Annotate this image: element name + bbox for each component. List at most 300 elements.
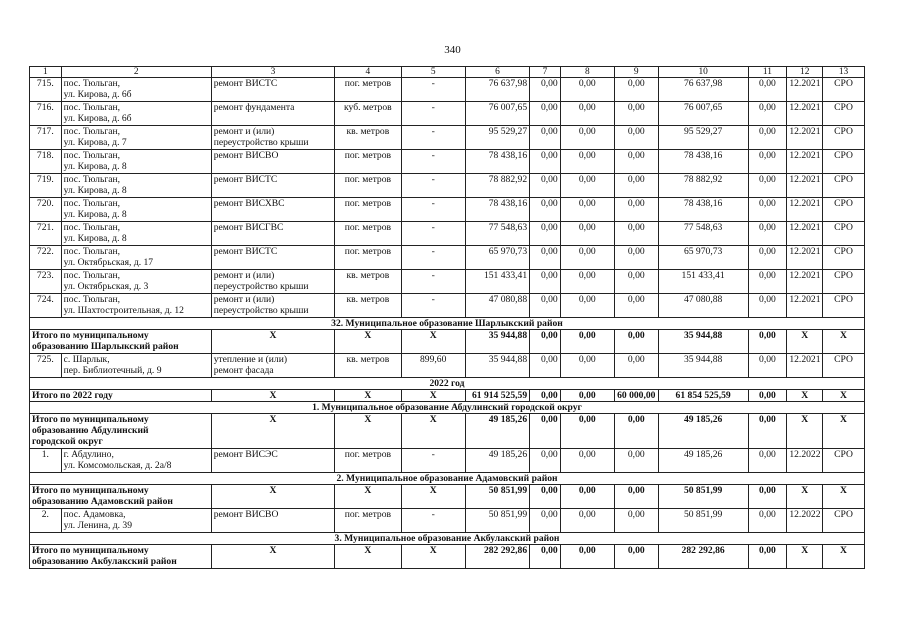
subtotal-local: 0,00 [614, 485, 658, 509]
subtotal-row [30, 414, 865, 449]
work-type-cell [211, 222, 335, 246]
local-budget-cell: 0,00 [614, 270, 658, 294]
address-cell-line-2: ул. Кирова, д. 8 [63, 233, 127, 244]
other-funds-cell: 0,00 [748, 449, 787, 473]
method-cell: СРО [823, 270, 865, 294]
method-cell: СРО [823, 102, 865, 126]
owners-funds-cell: 76 007,65 [658, 102, 748, 126]
x-mark: X [787, 330, 823, 354]
regional-budget-cell: 0,00 [560, 509, 614, 533]
work-type-cell [211, 270, 335, 294]
row-number: 1. [30, 449, 62, 473]
fund-cell: 0,00 [530, 198, 561, 222]
address-cell-line-1: пос. Тюльган, [63, 270, 121, 281]
address-cell [61, 449, 211, 473]
x-mark: X [823, 330, 865, 354]
subtotal-other: 0,00 [748, 390, 787, 402]
total-cost-cell: 78 882,92 [465, 174, 529, 198]
fund-cell: 0,00 [530, 150, 561, 174]
completion-date-cell: 12.2021 [787, 150, 823, 174]
section-heading: 2. Муниципальное образование Адамовский район [30, 473, 865, 485]
section-heading: 3. Муниципальное образование Акбулакский район [30, 533, 865, 545]
work-type-cell [211, 102, 335, 126]
address-cell-line-2: ул. Октябрьская, д. 3 [63, 281, 149, 292]
owners-funds-cell: 76 637,98 [658, 78, 748, 102]
other-funds-cell: 0,00 [748, 246, 787, 270]
fund-cell: 0,00 [530, 246, 561, 270]
regional-budget-cell: 0,00 [560, 174, 614, 198]
fund-cell: 0,00 [530, 126, 561, 150]
table-body [30, 67, 865, 569]
method-cell: СРО [823, 294, 865, 318]
table-row [30, 78, 865, 102]
work-type-cell-line-1: ремонт ВИСВО [213, 150, 279, 161]
address-cell-line-2: ул. Комсомольская, д. 2а/8 [63, 460, 172, 471]
regional-budget-cell: 0,00 [560, 126, 614, 150]
unit-cell: пог. метров [335, 449, 401, 473]
section-heading-row [30, 402, 865, 414]
method-cell: СРО [823, 509, 865, 533]
other-funds-cell: 0,00 [748, 174, 787, 198]
work-type-cell-line-1: ремонт ВИСЭС [213, 449, 278, 460]
column-number: 12 [787, 67, 823, 78]
work-type-cell-line-1: ремонт и (или) [213, 294, 275, 305]
quantity-cell: - [401, 174, 465, 198]
fund-cell: 0,00 [530, 294, 561, 318]
address-cell [61, 509, 211, 533]
owners-funds-cell: 47 080,88 [658, 294, 748, 318]
subtotal-other: 0,00 [748, 545, 787, 569]
other-funds-cell: 0,00 [748, 509, 787, 533]
address-cell-line-2: ул. Ленина, д. 39 [63, 520, 133, 531]
x-mark: X [401, 545, 465, 569]
subtotal-label [30, 414, 212, 449]
total-cost-cell: 65 970,73 [465, 246, 529, 270]
total-cost-cell: 76 007,65 [465, 102, 529, 126]
subtotal-cost: 61 914 525,59 [465, 390, 529, 402]
owners-funds-cell: 65 970,73 [658, 246, 748, 270]
table-row [30, 198, 865, 222]
subtotal-regional: 0,00 [560, 330, 614, 354]
subtotal-fund: 0,00 [530, 545, 561, 569]
table-row [30, 270, 865, 294]
method-cell: СРО [823, 150, 865, 174]
work-type-cell-line-1: ремонт ВИСХВС [213, 198, 285, 209]
row-number: 723. [30, 270, 62, 294]
other-funds-cell: 0,00 [748, 78, 787, 102]
table-row [30, 354, 865, 378]
subtotal-label-line-1: Итого по муниципальному [32, 414, 149, 425]
quantity-cell: - [401, 150, 465, 174]
column-number: 9 [614, 67, 658, 78]
quantity-cell: - [401, 102, 465, 126]
owners-funds-cell: 50 851,99 [658, 509, 748, 533]
subtotal-fund: 0,00 [530, 390, 561, 402]
subtotal-cost: 282 292,86 [465, 545, 529, 569]
owners-funds-cell: 95 529,27 [658, 126, 748, 150]
table-row [30, 246, 865, 270]
subtotal-label-line-1: Итого по муниципальному [32, 545, 149, 556]
x-mark: X [401, 330, 465, 354]
local-budget-cell: 0,00 [614, 174, 658, 198]
section-heading-row [30, 533, 865, 545]
regional-budget-cell: 0,00 [560, 78, 614, 102]
work-type-cell-line-2: переустройство крыши [213, 305, 309, 316]
subtotal-label-line-2: образованию Акбулакский район [32, 556, 177, 567]
subtotal-row [30, 545, 865, 569]
regional-budget-cell: 0,00 [560, 246, 614, 270]
subtotal-fund: 0,00 [530, 414, 561, 449]
table-row [30, 509, 865, 533]
total-cost-cell: 47 080,88 [465, 294, 529, 318]
method-cell: СРО [823, 126, 865, 150]
quantity-cell: - [401, 449, 465, 473]
subtotal-row [30, 485, 865, 509]
column-number: 5 [401, 67, 465, 78]
address-cell-line-1: пос. Тюльган, [63, 174, 121, 185]
row-number: 720. [30, 198, 62, 222]
section-heading: 32. Муниципальное образование Шарлыкский район [30, 318, 865, 330]
x-mark: X [335, 330, 401, 354]
completion-date-cell: 12.2021 [787, 246, 823, 270]
subtotal-owners: 49 185,26 [658, 414, 748, 449]
section-heading-row [30, 473, 865, 485]
x-mark: X [401, 485, 465, 509]
owners-funds-cell: 151 433,41 [658, 270, 748, 294]
completion-date-cell: 12.2021 [787, 174, 823, 198]
work-type-cell [211, 246, 335, 270]
regional-budget-cell: 0,00 [560, 270, 614, 294]
x-mark: X [335, 545, 401, 569]
address-cell-line-1: с. Шарлык, [63, 354, 110, 365]
local-budget-cell: 0,00 [614, 150, 658, 174]
subtotal-cost: 35 944,88 [465, 330, 529, 354]
regional-budget-cell: 0,00 [560, 354, 614, 378]
owners-funds-cell: 35 944,88 [658, 354, 748, 378]
owners-funds-cell: 78 438,16 [658, 198, 748, 222]
address-cell-line-2: ул. Кирова, д. 8 [63, 209, 127, 220]
subtotal-owners: 35 944,88 [658, 330, 748, 354]
owners-funds-cell: 49 185,26 [658, 449, 748, 473]
subtotal-label-line-2: образованию Абдулинский [32, 425, 149, 436]
regional-budget-cell: 0,00 [560, 102, 614, 126]
quantity-cell: - [401, 198, 465, 222]
quantity-cell: - [401, 294, 465, 318]
x-mark: X [823, 414, 865, 449]
owners-funds-cell: 78 438,16 [658, 150, 748, 174]
total-cost-cell: 78 438,16 [465, 198, 529, 222]
x-mark: X [335, 414, 401, 449]
address-cell [61, 270, 211, 294]
other-funds-cell: 0,00 [748, 198, 787, 222]
local-budget-cell: 0,00 [614, 222, 658, 246]
other-funds-cell: 0,00 [748, 102, 787, 126]
address-cell-line-1: пос. Тюльган, [63, 102, 121, 113]
address-cell-line-2: ул. Кирова, д. 6б [63, 113, 132, 124]
unit-cell: куб. метров [335, 102, 401, 126]
completion-date-cell: 12.2021 [787, 354, 823, 378]
regional-budget-cell: 0,00 [560, 449, 614, 473]
method-cell: СРО [823, 174, 865, 198]
subtotal-label-line-2: образованию Шарлыкский район [32, 341, 179, 352]
subtotal-other: 0,00 [748, 485, 787, 509]
total-cost-cell: 77 548,63 [465, 222, 529, 246]
total-cost-cell: 76 637,98 [465, 78, 529, 102]
quantity-cell: - [401, 270, 465, 294]
work-type-cell-line-2: переустройство крыши [213, 281, 309, 292]
row-number: 716. [30, 102, 62, 126]
unit-cell: кв. метров [335, 354, 401, 378]
row-number: 725. [30, 354, 62, 378]
fund-cell: 0,00 [530, 174, 561, 198]
subtotal-row [30, 390, 865, 402]
quantity-cell: 899,60 [401, 354, 465, 378]
work-type-cell-line-1: ремонт и (или) [213, 270, 275, 281]
work-type-cell [211, 126, 335, 150]
unit-cell: кв. метров [335, 126, 401, 150]
table-row [30, 222, 865, 246]
subtotal-cost: 49 185,26 [465, 414, 529, 449]
subtotal-owners: 50 851,99 [658, 485, 748, 509]
x-mark: X [335, 485, 401, 509]
fund-cell: 0,00 [530, 270, 561, 294]
unit-cell: пог. метров [335, 198, 401, 222]
column-number-row [30, 67, 865, 78]
work-type-cell [211, 174, 335, 198]
quantity-cell: - [401, 78, 465, 102]
column-number: 3 [211, 67, 335, 78]
x-mark: X [787, 545, 823, 569]
subtotal-other: 0,00 [748, 414, 787, 449]
row-number: 715. [30, 78, 62, 102]
subtotal-label [30, 485, 212, 509]
subtotal-owners: 61 854 525,59 [658, 390, 748, 402]
quantity-cell: - [401, 246, 465, 270]
completion-date-cell: 12.2021 [787, 270, 823, 294]
other-funds-cell: 0,00 [748, 222, 787, 246]
x-mark: X [335, 390, 401, 402]
fund-cell: 0,00 [530, 509, 561, 533]
subtotal-other: 0,00 [748, 330, 787, 354]
section-heading-row [30, 318, 865, 330]
method-cell: СРО [823, 354, 865, 378]
work-type-cell-line-1: ремонт ВИСТС [213, 174, 278, 185]
address-cell-line-2: пер. Библиотечный, д. 9 [63, 365, 162, 376]
subtotal-label-line-3: городской округ [32, 436, 103, 447]
address-cell [61, 126, 211, 150]
regional-budget-cell: 0,00 [560, 294, 614, 318]
unit-cell: пог. метров [335, 174, 401, 198]
table-row [30, 449, 865, 473]
column-number: 11 [748, 67, 787, 78]
address-cell-line-1: пос. Тюльган, [63, 150, 121, 161]
quantity-cell: - [401, 126, 465, 150]
total-cost-cell: 50 851,99 [465, 509, 529, 533]
address-cell-line-1: пос. Тюльган, [63, 222, 121, 233]
x-mark: X [823, 485, 865, 509]
work-type-cell [211, 78, 335, 102]
completion-date-cell: 12.2021 [787, 102, 823, 126]
unit-cell: пог. метров [335, 246, 401, 270]
x-mark: X [211, 330, 335, 354]
x-mark: X [787, 390, 823, 402]
method-cell: СРО [823, 449, 865, 473]
fund-cell: 0,00 [530, 78, 561, 102]
subtotal-regional: 0,00 [560, 545, 614, 569]
row-number: 724. [30, 294, 62, 318]
column-number: 2 [61, 67, 211, 78]
section-heading-row [30, 378, 865, 390]
table-row [30, 102, 865, 126]
subtotal-label-line-1: Итого по муниципальному [32, 330, 149, 341]
local-budget-cell: 0,00 [614, 126, 658, 150]
subtotal-row [30, 330, 865, 354]
address-cell-line-1: пос. Адамовка, [63, 509, 126, 520]
x-mark: X [823, 545, 865, 569]
row-number: 717. [30, 126, 62, 150]
address-cell [61, 78, 211, 102]
row-number: 722. [30, 246, 62, 270]
unit-cell: кв. метров [335, 294, 401, 318]
address-cell [61, 102, 211, 126]
other-funds-cell: 0,00 [748, 150, 787, 174]
row-number: 718. [30, 150, 62, 174]
address-cell [61, 222, 211, 246]
subtotal-label [30, 330, 212, 354]
unit-cell: кв. метров [335, 270, 401, 294]
address-cell-line-1: г. Абдулино, [63, 449, 114, 460]
work-type-cell-line-2: ремонт фасада [213, 365, 274, 376]
work-type-cell-line-1: ремонт ВИСТС [213, 78, 278, 89]
subtotal-local: 60 000,00 [614, 390, 658, 402]
subtotal-label-line-2: образованию Адамовский район [32, 496, 173, 507]
subtotal-regional: 0,00 [560, 414, 614, 449]
section-heading: 1. Муниципальное образование Абдулинский городской округ [30, 402, 865, 414]
subtotal-label-line-1: Итого по 2022 году [32, 390, 113, 401]
x-mark: X [787, 414, 823, 449]
completion-date-cell: 12.2022 [787, 449, 823, 473]
completion-date-cell: 12.2021 [787, 222, 823, 246]
address-cell-line-2: ул. Кирова, д. 6б [63, 89, 132, 100]
address-cell-line-2: ул. Кирова, д. 8 [63, 185, 127, 196]
subtotal-regional: 0,00 [560, 390, 614, 402]
address-cell [61, 354, 211, 378]
completion-date-cell: 12.2021 [787, 126, 823, 150]
address-cell-line-1: пос. Тюльган, [63, 246, 121, 257]
column-number: 1 [30, 67, 62, 78]
work-type-cell [211, 294, 335, 318]
page-number: 340 [444, 44, 461, 56]
total-cost-cell: 49 185,26 [465, 449, 529, 473]
address-cell-line-2: ул. Октябрьская, д. 17 [63, 257, 154, 268]
local-budget-cell: 0,00 [614, 354, 658, 378]
fund-cell: 0,00 [530, 222, 561, 246]
total-cost-cell: 95 529,27 [465, 126, 529, 150]
other-funds-cell: 0,00 [748, 294, 787, 318]
work-type-cell [211, 509, 335, 533]
subtotal-local: 0,00 [614, 330, 658, 354]
work-type-cell-line-2: переустройство крыши [213, 137, 309, 148]
local-budget-cell: 0,00 [614, 78, 658, 102]
table-row [30, 294, 865, 318]
address-cell-line-1: пос. Тюльган, [63, 294, 121, 305]
work-type-cell [211, 354, 335, 378]
local-budget-cell: 0,00 [614, 449, 658, 473]
completion-date-cell: 12.2021 [787, 198, 823, 222]
work-type-cell-line-1: ремонт ВИСГВС [213, 222, 284, 233]
quantity-cell: - [401, 509, 465, 533]
work-type-cell-line-1: ремонт фундамента [213, 102, 295, 113]
method-cell: СРО [823, 78, 865, 102]
address-cell-line-2: ул. Кирова, д. 8 [63, 161, 127, 172]
quantity-cell: - [401, 222, 465, 246]
address-cell [61, 198, 211, 222]
address-cell-line-2: ул. Кирова, д. 7 [63, 137, 127, 148]
regional-budget-cell: 0,00 [560, 150, 614, 174]
owners-funds-cell: 77 548,63 [658, 222, 748, 246]
work-type-cell-line-1: ремонт ВИСВО [213, 509, 279, 520]
x-mark: X [823, 390, 865, 402]
address-cell [61, 150, 211, 174]
total-cost-cell: 35 944,88 [465, 354, 529, 378]
x-mark: X [211, 485, 335, 509]
table-row [30, 150, 865, 174]
section-heading: 2022 год [30, 378, 865, 390]
method-cell: СРО [823, 222, 865, 246]
subtotal-fund: 0,00 [530, 330, 561, 354]
completion-date-cell: 12.2022 [787, 509, 823, 533]
fund-cell: 0,00 [530, 449, 561, 473]
method-cell: СРО [823, 246, 865, 270]
column-number: 4 [335, 67, 401, 78]
address-cell-line-2: ул. Шахтостроительная, д. 12 [63, 305, 184, 316]
local-budget-cell: 0,00 [614, 198, 658, 222]
repair-program-table [29, 66, 865, 569]
local-budget-cell: 0,00 [614, 294, 658, 318]
subtotal-local: 0,00 [614, 545, 658, 569]
local-budget-cell: 0,00 [614, 246, 658, 270]
address-cell [61, 246, 211, 270]
subtotal-label-line-1: Итого по муниципальному [32, 485, 149, 496]
x-mark: X [401, 390, 465, 402]
total-cost-cell: 151 433,41 [465, 270, 529, 294]
work-type-cell [211, 449, 335, 473]
row-number: 2. [30, 509, 62, 533]
other-funds-cell: 0,00 [748, 270, 787, 294]
unit-cell: пог. метров [335, 222, 401, 246]
column-number: 6 [465, 67, 529, 78]
unit-cell: пог. метров [335, 509, 401, 533]
work-type-cell-line-1: ремонт ВИСТС [213, 246, 278, 257]
x-mark: X [211, 545, 335, 569]
x-mark: X [211, 390, 335, 402]
address-cell [61, 174, 211, 198]
unit-cell: пог. метров [335, 78, 401, 102]
local-budget-cell: 0,00 [614, 509, 658, 533]
regional-budget-cell: 0,00 [560, 198, 614, 222]
work-type-cell [211, 150, 335, 174]
completion-date-cell: 12.2021 [787, 78, 823, 102]
x-mark: X [401, 414, 465, 449]
subtotal-fund: 0,00 [530, 485, 561, 509]
subtotal-cost: 50 851,99 [465, 485, 529, 509]
x-mark: X [211, 414, 335, 449]
fund-cell: 0,00 [530, 102, 561, 126]
local-budget-cell: 0,00 [614, 102, 658, 126]
address-cell-line-1: пос. Тюльган, [63, 126, 121, 137]
subtotal-owners: 282 292,86 [658, 545, 748, 569]
other-funds-cell: 0,00 [748, 126, 787, 150]
